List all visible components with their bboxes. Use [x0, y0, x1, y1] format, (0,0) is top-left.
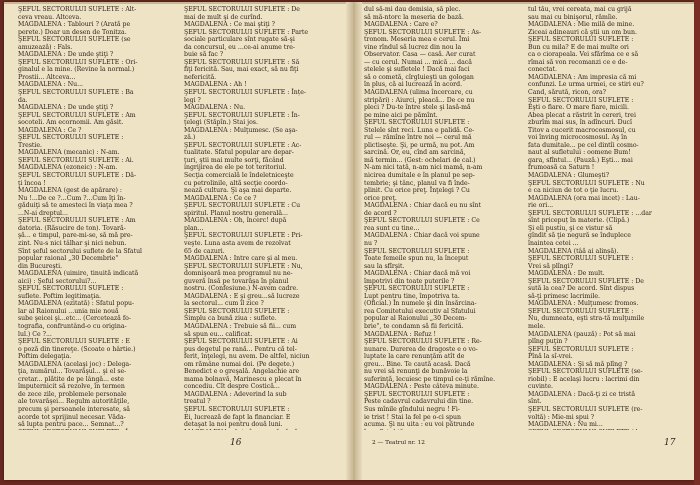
text-line: N-am nici tată, n-am nici mamă, n-am [364, 164, 483, 172]
text-line: pleci ? Du-te între stele şi lasă-mă [364, 104, 471, 112]
text-line: ŞEFUL SECTORULUI SUFLETE : Parte [184, 28, 309, 36]
text-line: ŞEFUL SECTORULUI SUFLETE (se- [528, 368, 643, 376]
text-line [364, 429, 520, 430]
text-line: concediu. Cît despre Costică... [184, 383, 280, 391]
text-line: rîmai să von recomanzi ce e de- [528, 58, 628, 66]
text-line: suferinţă, lecuiesc pe timpul ce-ţi rămîne. [364, 375, 496, 383]
text-line: ŞEFUL SECTORULUI SUFLETE : [184, 307, 290, 315]
text-line: — cu cerul. Numai ... mică ... dacă [364, 58, 472, 66]
text-line: nostru. (Confesiune.) N-avem cadre. [184, 285, 299, 293]
text-line: confunzi. Le urma urmei, ce stiri eu? [528, 81, 644, 89]
text-line: MAGDALENA : Ce ce ? [184, 194, 257, 202]
text-line: dul să-mi dau demisia, să plec. [364, 6, 461, 13]
text-line: ŞEFUL SECTORULUI SUFLETE : [18, 134, 124, 142]
text-line: cretar... plătite de pe lângă... este [18, 375, 124, 383]
text-line: ŞEFUL SECTORULUI SUFLETE : Ai. [18, 156, 134, 164]
text-line: ingrijirea de ele pe tot teritoriul. [184, 164, 287, 172]
text-line: MAGDALENA : De mult. [528, 270, 605, 278]
text-line [528, 429, 684, 430]
text-line: Şi eli pustiu, şi ce vistur să [528, 224, 613, 232]
text-line: înaintea cetei ... [528, 239, 579, 247]
text-line: MAGDALENA : Oh, încerc! după [184, 217, 287, 225]
text-line: fata dumitale... pe cel dintîi cosmo- [528, 141, 639, 149]
text-line: ŞEFUL SECTORULUI SUFLETE (se [18, 36, 131, 44]
text-line: nunare. Durerea de dragoste e o vo- [364, 345, 478, 353]
text-line: voltă) : Mie-mi spui ? [528, 413, 595, 421]
text-line: ŞEFUL SECTORULUI SUFLETE : [528, 345, 634, 353]
text-line: ţelegi (Stăpîn.) Stai jos. [184, 119, 258, 127]
text-line: ŞEFUL SECTORULUI SUFLETE : [184, 405, 290, 413]
text-line: mai de mult şi de curînd. [184, 13, 263, 21]
text-line: frumoasă ca Saturn ! [528, 164, 595, 172]
text-line: şă... e timpul, pare-mi-se, să mă pre- [18, 232, 133, 240]
text-line: Toate femeile spun nu, la început [364, 255, 469, 263]
text-line: ie trist ! Stai la fel pe o-ci spun [364, 413, 461, 421]
text-line: ţi încoa ! [18, 179, 46, 187]
text-line: ţia, numărul... Tovarăşul... şi el se- [18, 368, 127, 376]
text-line: pus degetul pe rană... Pentru că tel- [184, 345, 297, 353]
text-line: Cand, sărută, ricon, ora? [528, 89, 606, 97]
left-page [4, 2, 352, 480]
text-line: de zece zile, problemele personale [18, 390, 127, 398]
text-line: lul.) Ce ?... [18, 330, 52, 338]
text-line: o poză din tinereţe. (Scoate o hârtie.) [18, 345, 136, 353]
text-line: MAGDALENA : De unde ştiţi ? [18, 51, 114, 59]
text-line: ŞEFUL SECTORULUI SUFLETE : Ai [184, 338, 298, 346]
text-line: din Bucureşti. [18, 262, 63, 270]
text-line: mele. [528, 322, 546, 330]
text-line: împotrivi din toate puterile ? [364, 277, 455, 285]
text-line: brie", te condamn să fii fericită. [364, 322, 464, 330]
text-line: MAGDALENA : Refuz ! [364, 330, 437, 338]
text-line: Nu, dumneata, eşti stra-tă mulţumile [528, 315, 645, 323]
text-line: MAGDALENA (ora mai incet) : Lau- [528, 194, 640, 202]
text-line: zint. Nu-s nici tâlhar şi nici nebun. [18, 239, 127, 247]
text-line: ŞEFUL SECTORULUI SUFLETE : Am [18, 217, 136, 225]
text-line: ŞEFUL SECTORULUI SUFLETE : De [184, 6, 300, 13]
text-line: rie ori... [528, 202, 554, 210]
text-line: ţuri, ştii mai multe sorţi, făcând [184, 156, 284, 164]
text-line: nicirea dumitale e în planul pe sep- [364, 172, 475, 180]
text-line: MAGDALENA : Intre care şi al meu. [184, 255, 298, 263]
text-line: luptate la care renunţăm atît de [364, 353, 465, 361]
text-line: Trestie. [18, 141, 43, 149]
text-line: Eşti o fiare. O mare fiare, micili. [528, 104, 629, 112]
text-line: 65 de cazuri. [184, 247, 225, 255]
right-page [356, 2, 694, 480]
text-line: Observator. Casa — casă. Aer curat [364, 51, 476, 59]
text-line: ŞEFUL SECTORULUI SUFLETE : Ba [18, 89, 134, 97]
text-line: Peste cadavrul cadavrului din tine. [364, 398, 474, 406]
text-line: MAGDALENA : Chiar dacă mă voi [364, 270, 471, 278]
text-line: plîng puţin ? [528, 338, 568, 346]
text-line: gîndit să ţie negură se înduplece [528, 232, 631, 240]
text-line: ceva vreau. Altceva. [18, 13, 82, 21]
text-line: tografia, confruntând-o cu origina- [18, 322, 127, 330]
text-line: sube şeicei şi...etc... (Cercetează fo- [18, 315, 131, 323]
text-line: ŞEFUL SECTORULUI SUFLETE : Cu [184, 202, 301, 210]
text-line: să mă-ntorc la meseria de bază. [364, 13, 464, 21]
text-line: ferit, înţelegi, nu avem. De altfel, niciun [184, 353, 310, 361]
text-line: ...N-ai dreptul... [18, 209, 68, 217]
text-line: MAGDALENA : Nu. [184, 104, 246, 112]
text-line: MAGDALENA : Trebuie să fii... cum [184, 322, 297, 330]
text-line: ŞEFUL SECTORULUI SUFLETE : As- [364, 28, 482, 36]
text-line: nefericită. [184, 73, 217, 81]
text-line: lar al Raionului ...unia mie nouă [18, 307, 119, 315]
text-line: Stelele sînt reci. Luna e palidă. Ce- [364, 126, 475, 134]
text-line: riobil) : E acelaşi lucru : lacrimi din [528, 375, 640, 383]
page-footer: 2 — Teatrul nr. 12 [372, 440, 425, 446]
text-line: MAGDALENA : Chiar dacă eu nu sînt [364, 202, 481, 210]
text-line: ginalul e la mine. (Revine la normal.) [18, 66, 135, 74]
text-line: să-ţi primesc lacrimile. [528, 292, 600, 300]
text-line [184, 429, 340, 430]
text-line: MAGDALENA : Mulţumesc fromos. [528, 300, 639, 308]
text-line: ŞEFUL SECTORULUI SUFLETE : Să [184, 58, 300, 66]
text-line: sociale particulare sînt rugate să-şi [184, 36, 295, 44]
text-line: voi înving microcosmosul. Aş în [528, 134, 628, 142]
text-line: naut al sufletului : oomene Bum! [528, 149, 631, 157]
right-page-number: 17 [664, 438, 676, 448]
text-line: MAGDALENA : Chiar dacă voi spune [364, 232, 480, 240]
text-line: MAGDALENA : Ce mai ştiţi ? [184, 21, 275, 29]
text-line: vine rîndul să lucrez din nou la [364, 43, 462, 51]
text-line: acuma. Şi nu uita : eu voi pătrunde [364, 421, 475, 429]
text-line: plan... [184, 224, 204, 232]
text-line: Pînă la sî-vrei. [528, 353, 573, 361]
text-line: tronom. Meseria mea e cerul. Îmi [364, 36, 470, 44]
text-line: rea sunt cu tine... [364, 224, 420, 232]
text-line: greu... Bine. Te caută acasă. Dacă [364, 360, 471, 368]
text-line: suflete. Poftim legitimaţia. [18, 292, 101, 300]
text-line: MAGDALENA (mecanic) : N-am. [18, 149, 120, 157]
text-line: împuternicit să rezolve, în termen [18, 383, 125, 391]
text-line: sau mai cu binişorul, rămîie. [528, 13, 618, 21]
text-line: nează cultura. Şi aşa mai departe. [184, 187, 292, 195]
text-line: precum şi persoanele interesate, să [18, 405, 130, 413]
text-line: Lupt pentru tine, împotriva ta. [364, 292, 460, 300]
text-line: sută la cea? De acord. Sînt dispus [528, 285, 635, 293]
text-line: MAGDALENA (tâă ai alinșă). [528, 247, 619, 255]
text-line: ŞEFUL SECTORULUI SUFLETE : De [528, 277, 644, 285]
text-line: Benedict e o greşală. Angelachie are [184, 368, 300, 376]
text-line: MAGDALENA (ezitată) : Sfatul popu- [18, 300, 135, 308]
text-line: popular raional „30 Decembrie" [18, 255, 119, 263]
text-line: sau la sfîrşit. [364, 262, 405, 270]
text-line: ŞEFUL SECTORULUI SUFLETE : Nu, [184, 262, 303, 270]
text-line: sînt. [528, 398, 542, 406]
text-line: aici) : Şeful sectorului?... [18, 277, 97, 285]
text-line: ŞEFUL SECTORULUI SUFLETE : Înțe- [184, 89, 307, 97]
text-line: stelele şi sufletele ! Dacă mai faci [364, 66, 470, 74]
text-line: ca o ciorapeala. Vei sfărîma ce e să [528, 51, 639, 59]
text-line: MAGDALENA : Glumeşti? [528, 172, 610, 180]
text-line: MAGDALENA : Şi să mă plîng ? [528, 360, 628, 368]
text-line: zburîm mai sus, în adîncuri. Ducî [528, 119, 633, 127]
text-line: MAGDALENA : Nu mi... [528, 421, 603, 429]
text-line: guveră însă pe tovarăşa în planul [184, 277, 289, 285]
text-line: la sectorul... cum îl zice ? [184, 300, 264, 308]
text-line: ŞEFUL SECTORULUI SUFLETE : [364, 285, 470, 293]
text-line: MAGDALENA : E şi greu...să lucreze [184, 292, 300, 300]
text-line: Sus mînile gîndului negru ! Fi- [364, 405, 460, 413]
text-line: ŞEFUL SECTORULUI SUFLETE : În- [184, 111, 300, 119]
left-page-column-2 [184, 6, 340, 430]
text-line: ŞEFUL SECTORULUI SUFLETE : E [18, 338, 130, 346]
text-line: ŞEFUL SECTORULUI SUFLETE : [364, 390, 470, 398]
text-line: să spun eu... calificat. [184, 330, 253, 338]
text-line: tualitate. Sfatul popular are depar- [184, 149, 294, 157]
text-line: acorde tot sprijinul necesar. Văda- [18, 413, 126, 421]
text-line: MAGDALENA : Nu... [18, 81, 84, 89]
text-line: ŞEFUL SECTORULUI SUFLETE : [528, 36, 634, 44]
text-line: MAGDALENA : Care e? [364, 21, 438, 29]
text-line: MAGDALENA : Peste câteva minute. [364, 383, 479, 391]
text-line: sînt pricepuț în materie. (Clipă.) [528, 217, 630, 225]
text-line: ŞEFUL SECTORULUI SUFLETE : Ori- [18, 58, 138, 66]
text-line: spiritul. Planul nostru generală... [184, 209, 288, 217]
text-line: să lupta pentru pace... Semnat...? [18, 421, 124, 429]
text-line: detaşat la noi pentru două luni. [184, 421, 283, 429]
text-line: (Oficial.) În numele şi din însărcina- [364, 300, 477, 308]
text-line: MAGDALENA : Adeverind la sub [184, 390, 287, 398]
text-line: ale tovarăşei... Regulm autorităţile, [18, 398, 130, 406]
text-line: ŞEFUL SECTORULUI SUFLETE : ...dar [528, 209, 652, 217]
text-line: popular al Raionului „30 Decem- [364, 315, 467, 323]
text-line: perete.) Doar un desen de Tonitza. [18, 28, 127, 36]
text-line: Nu !...De ce ?...Cum ?...Cum îţi în- [18, 194, 126, 202]
text-line: Abea plecat a răstrit în cereri, trei [528, 111, 636, 119]
text-line: domnişoară mea programul nu ne- [184, 270, 293, 278]
text-line: conectat. [528, 66, 557, 74]
text-line: ŞEFUL SECTORULUI SUFLETE : Ac- [184, 141, 302, 149]
text-line: legi ? [184, 96, 201, 104]
text-line: de acord ? [364, 209, 397, 217]
text-line: tembrie; şi tânc, planul va fi înde- [364, 179, 470, 187]
text-line: veşte. Luna asta avem de rezolvat [184, 239, 291, 247]
text-line: Ziceai adineauri că ştii un om bun. [528, 28, 637, 36]
text-line: MAGDALENA : Dacă-ţi zi ce tristă [528, 390, 636, 398]
text-line: cuvinte. [528, 383, 554, 391]
text-line: buie să fac ? [184, 51, 224, 59]
text-line: ŞEFUL SECTORULUI SUFLETE : Nu [528, 179, 645, 187]
text-line: Simplu ca bună ziua : suflete. [184, 315, 277, 323]
text-line: Titov a cucerit macrocosmosul, cu [528, 126, 636, 134]
text-line: om rămâne numai doi. (Pe degete.) [184, 360, 295, 368]
text-line: ŞEFUL SECTORULUI SUFLETE : [528, 307, 634, 315]
text-line: ŞEFUL SECTORULUI SUFLETE : [18, 285, 124, 293]
open-book [4, 2, 694, 480]
text-line [18, 429, 174, 430]
text-line: ŞEFUL SECTORULUI SUFLETE : [528, 96, 634, 104]
right-page-column-1 [364, 6, 520, 430]
text-line: treatul ? [184, 398, 211, 406]
text-line: MAGDALENA : Ce ? [18, 126, 82, 134]
text-line: stripări) : Aiurci, pleacă... De ce nu [364, 96, 475, 104]
text-line: ŞEFUL SECTORULUI SUFLETE : [364, 247, 470, 255]
text-line: ŞEFUL SECTORULUI SUFLETE : Ce [364, 217, 480, 225]
text-line: MAGDALENA : Mie milă de mine. [528, 21, 635, 29]
text-line: socoteli. Am ecornomii. Am găsit. [18, 119, 124, 127]
text-line: MAGDALENA (ezoneic) : N-am. [18, 164, 118, 172]
text-line: ŞEFUL SECTORULUI SUFLETE : Dă- [18, 172, 137, 180]
text-line: cu petrolinile, altă secţie coordo- [184, 179, 288, 187]
text-line: găduiţi să te amesteci în viaţa mea ? [18, 202, 133, 210]
text-line: MAGDALENA : Am impresia că mi [528, 73, 637, 81]
text-line: ză.) [184, 134, 196, 142]
text-line: nu ? [364, 239, 378, 247]
text-line: pe mine aici pe pămînt. [364, 111, 438, 119]
text-line: MAGDALENA (uimire, tinuită indicată [18, 270, 139, 278]
text-line: ŞEFUL SECTORULUI SUFLETE (re- [528, 405, 643, 413]
text-line: da concursul, eu ...ce-ai anume tre- [184, 43, 295, 51]
text-line: în plus, că ai lucrează în acord. [364, 81, 463, 89]
text-line: MAGDALENA : Mulţumesc. (Se aşa- [184, 126, 298, 134]
text-line: rul — rămîne între noi — cerul mă [364, 134, 472, 142]
text-line: ŞEFUL SECTORULUI SUFLETE : [364, 119, 470, 127]
text-line: Secţia comercială le îndeletniceşte [184, 172, 294, 180]
text-line: fiţi fericită. Sau, mai exact, să nu fiţi [184, 66, 299, 74]
text-line: plinit. Cu orice preţ. Înţelegi ? Cu [364, 187, 470, 195]
text-line: gara, sfîntul... (Pauză.) Eşti... mai [528, 156, 633, 164]
text-line: Bun cu mila? E de mai multe ori [528, 43, 629, 51]
text-line: da. [18, 96, 28, 104]
text-line: ŞEFUL SECTORULUI SUFLETE : Pri- [184, 232, 303, 240]
text-line: sarcină. Or, eu, cînd am sarcină, [364, 149, 466, 157]
text-line: ŞEFUL SECTORULUI SUFLETE : Am [18, 111, 136, 119]
text-line: MAGDALENA (pauză) : Pot să mai [528, 330, 636, 338]
text-line: nu vrei să renunţi de bunăvoie la [364, 368, 468, 376]
text-line: MAGDALENA : De unde ştiţi ? [18, 104, 114, 112]
text-line: să o cometă, cîrgluieşti un gologan [364, 73, 474, 81]
text-line: plictiseşte. Şi, pe urmă, nu pot. Am [364, 141, 475, 149]
text-line: rea Comitetului executiv al Sfatului [364, 307, 476, 315]
page-border-edge [694, 0, 700, 485]
right-page-column-2 [528, 6, 684, 430]
text-line: mama bolnavă, Marinescu e plecat în [184, 375, 302, 383]
text-line: ŞEFUL SECTORULUI SUFLETE : [528, 255, 634, 263]
text-line: MAGDALENA (gest de apărare) : [18, 187, 122, 195]
text-line: e ca niciun de tot o ţie lucru. [528, 187, 619, 195]
text-line: Sînt şeful sectorului suflete de la Sfatul [18, 247, 143, 255]
text-line: Vrei să plîngi? [528, 262, 574, 270]
text-line: MAGDALENA : Ah ! [184, 81, 247, 89]
text-line: ŞEFUL SECTORULUI SUFLETE : Re- [364, 338, 482, 346]
text-line: mă termin... (Gest: ochelari de cal.) [364, 156, 476, 164]
text-line: Prostii... Altceva... [18, 73, 76, 81]
left-page-number: 16 [230, 438, 242, 448]
text-line: MAGDALENA (ulima încercare, cu [364, 89, 473, 97]
text-line: orice preţ. [364, 194, 397, 202]
left-page-column-1 [18, 6, 174, 430]
text-line: MAGDALENA : Tablouri ? (Arată pe [18, 21, 131, 29]
text-line: ŞEFUL SECTORULUI SUFLETE : Alt- [18, 6, 137, 13]
text-line: tul tău, vrei cereata, mai cu grijă [528, 6, 632, 13]
text-line: Poftim delegaţia. [18, 353, 72, 361]
text-line: datoria. (Răsucire de ton). Tovară- [18, 224, 126, 232]
text-line: MAGDALENA (acelaşi joc) : Delega- [18, 360, 132, 368]
text-line: amuzează) : Fals. [18, 43, 73, 51]
text-line: Ei, lucrează de fapt la financiar. E [184, 413, 291, 421]
